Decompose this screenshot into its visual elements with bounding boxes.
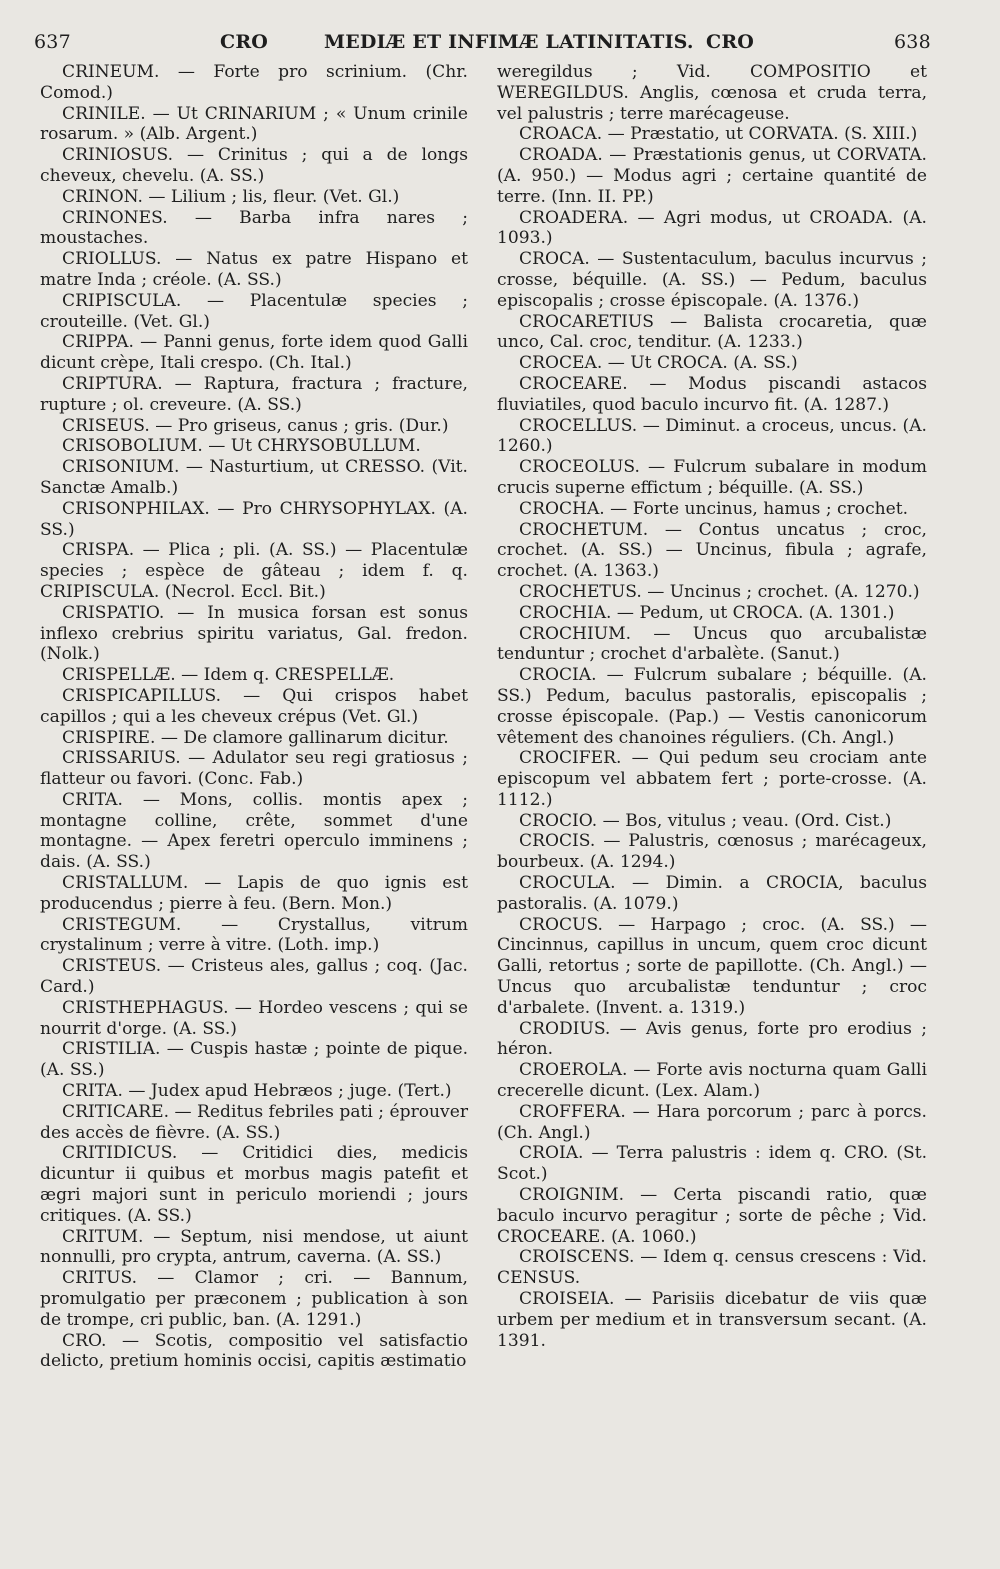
dictionary-entry: CROCEA. — Ut CROCA. (A. SS.) xyxy=(519,353,798,374)
dictionary-entry: CROADA. — Præstationis genus, ut CORVATA. (A. 950.) — Modus agri ; certaine quantité de terre. (Inn. II. PP.) xyxy=(497,145,927,207)
dictionary-entry: CROCUS. — Harpago ; croc. (A. SS.) — Cincinnus, capillus in uncum, quem croc dicunt Galli, retortus ; sorte de papillotte. (Ch. Angl.) — Uncus quo arcubalistæ tenduntur ; croc d'arbalete. (Invent. a. 1319.) xyxy=(497,914,927,1018)
dictionary-entry: CROCIO. — Bos, vitulus ; veau. (Ord. Cist.) xyxy=(519,810,892,831)
dictionary-entry: CROCARETIUS — Balista crocaretia, quæ unco, Cal. croc, tenditur. (A. 1233.) xyxy=(497,311,927,353)
dictionary-entry: CRISEUS. — Pro griseus, canus ; gris. (Dur.) xyxy=(62,415,449,436)
dictionary-entry: CRISPIRE. — De clamore gallinarum dicitur. xyxy=(62,727,449,748)
dictionary-entry: CRISPELLÆ. — Idem q. CRESPELLÆ. xyxy=(62,665,395,686)
dictionary-entry: CRITUM. — Septum, nisi mendose, ut aiunt nonnulli, pro crypta, antrum, caverna. (A. SS.) xyxy=(40,1226,468,1268)
dictionary-entry: CRISTHEPHAGUS. — Hordeo vescens ; qui se nourrit d'orge. (A. SS.) xyxy=(40,997,468,1039)
dictionary-entry: CRITUS. — Clamor ; cri. — Bannum, promulgatio per præconem ; publication à son de trompe, cri public, ban. (A. 1291.) xyxy=(40,1268,468,1330)
dictionary-entry: CROCHIUM. — Uncus quo arcubalistæ tenduntur ; crochet d'arbalète. (Sanut.) xyxy=(497,623,927,665)
dictionary-entry: CRITA. — Mons, collis. montis apex ; montagne colline, crête, sommet d'une montagne. — Apex feretri operculo imminens ; dais. (A. SS.) xyxy=(40,789,468,873)
dictionary-entry: CROISEIA. — Parisiis dicebatur de viis quæ urbem per medium et in transversum secant. (A. 1391. xyxy=(497,1289,927,1351)
dictionary-entry: CRITICARE. — Reditus febriles pati ; éprouver des accès de fièvre. (A. SS.) xyxy=(40,1101,468,1143)
dictionary-entry: CROCEARE. — Modus piscandi astacos fluviatiles, quod baculo incurvo fit. (A. 1287.) xyxy=(497,373,927,415)
right-catchword: CRO xyxy=(706,31,755,53)
dictionary-entry: CROCA. — Sustentaculum, baculus incurvus ; crosse, béquille. (A. SS.) — Pedum, baculus episcopalis ; crosse épiscopale. (A. 1376.) xyxy=(497,249,927,311)
dictionary-entry: CRISPICAPILLUS. — Qui crispos habet capillos ; qui a les cheveux crépus (Vet. Gl.) xyxy=(40,685,468,727)
right-page-number: 638 xyxy=(894,31,931,53)
dictionary-entry: weregildus ; Vid. COMPOSITIO et WEREGILDUS. Anglis, cœnosa et cruda terra, vel palustris ; terre marécageuse. xyxy=(497,62,927,124)
dictionary-entry: CRIOLLUS. — Natus ex patre Hispano et matre Inda ; créole. (A. SS.) xyxy=(40,249,468,290)
dictionary-entry: CROEROLA. — Forte avis nocturna quam Galli crecerelle dicunt. (Lex. Alam.) xyxy=(497,1060,927,1102)
dictionary-entry: CROFFERA. — Hara porcorum ; parc à porcs. (Ch. Angl.) xyxy=(497,1101,927,1143)
dictionary-entry: CRINON. — Lilium ; lis, fleur. (Vet. Gl.) xyxy=(62,186,400,207)
dictionary-entry: CRISTALLUM. — Lapis de quo ignis est producendus ; pierre à feu. (Bern. Mon.) xyxy=(40,873,468,914)
dictionary-entry: CRISOBOLIUM. — Ut CHRYSOBULLUM. xyxy=(62,436,421,457)
dictionary-entry: CROIA. — Terra palustris : idem q. CRO. (St. Scot.) xyxy=(497,1143,927,1185)
dictionary-entry: CRISSARIUS. — Adulator seu regi gratiosus ; flatteur ou favori. (Conc. Fab.) xyxy=(40,748,468,790)
dictionary-entry: CRIPTURA. — Raptura, fractura ; fracture, rupture ; ol. creveure. (A. SS.) xyxy=(40,373,468,415)
dictionary-entry: CROCHETUS. — Uncinus ; crochet. (A. 1270.) xyxy=(519,581,920,602)
left-catchword: CRO xyxy=(220,31,269,53)
dictionary-entry: CROCHIA. — Pedum, ut CROCA. (A. 1301.) xyxy=(519,602,895,623)
running-header xyxy=(34,27,930,57)
dictionary-entry: CRO. — Scotis, compositio vel satisfactio delicto, pretium hominis occisi, capitis æstimatio xyxy=(40,1330,468,1372)
dictionary-entry: CROCELLUS. — Diminut. a croceus, uncus. (A. 1260.) xyxy=(497,415,927,457)
dictionary-entry: CROCULA. — Dimin. a CROCIA, baculus pastoralis. (A. 1079.) xyxy=(497,873,927,914)
dictionary-entry: CRODIUS. — Avis genus, forte pro erodius ; héron. xyxy=(497,1018,927,1060)
dictionary-entry: CROCHETUM. — Contus uncatus ; croc, crochet. (A. SS.) — Uncinus, fibula ; agrafe, crochet. (A. 1363.) xyxy=(497,519,927,582)
right-column xyxy=(497,62,927,1351)
dictionary-entry: CRISONIUM. — Nasturtium, ut CRESSO. (Vit. Sanctæ Amalb.) xyxy=(40,457,468,498)
dictionary-entry: CRISONPHILAX. — Pro CHRYSOPHYLAX. (A. SS.) xyxy=(40,498,468,540)
dictionary-entry: CROADERA. — Agri modus, ut CROADA. (A. 1093.) xyxy=(497,207,927,249)
dictionary-entry: CROCHA. — Forte uncinus, hamus ; crochet. xyxy=(519,498,909,519)
dictionary-entry: CROCIFER. — Qui pedum seu crociam ante episcopum vel abbatem fert ; porte-crosse. (A. 1112.) xyxy=(497,748,927,810)
dictionary-entry: CROCIA. — Fulcrum subalare ; béquille. (A. SS.) Pedum, baculus pastoralis, episcopalis ; crosse épiscopale. (Pap.) — Vestis canonicorum vêtement des chanoines réguliers. (Ch. Angl.) xyxy=(497,665,927,748)
dictionary-entry: CROACA. — Præstatio, ut CORVATA. (S. XIII.) xyxy=(519,124,918,145)
dictionary-entry: CRISTEUS. — Cristeus ales, gallus ; coq. (Jac. Card.) xyxy=(40,956,468,998)
dictionary-entry: CRINONES. — Barba infra nares ; moustaches. xyxy=(40,207,468,249)
dictionary-entry: CRIPISCULA. — Placentulæ species ; crouteille. (Vet. Gl.) xyxy=(40,290,468,332)
dictionary-entry: CRITIDICUS. — Critidici dies, medicis dicuntur ii quibus et morbus magis patefit et ægri majori sunt in periculo moriendi ; jours critiques. (A. SS.) xyxy=(40,1143,468,1226)
dictionary-entry: CROCIS. — Palustris, cœnosus ; marécageux, bourbeux. (A. 1294.) xyxy=(497,831,927,873)
dictionary-entry: CRINEUM. — Forte pro scrinium. (Chr. Comod.) xyxy=(40,62,468,103)
running-title: MEDIÆ ET INFIMÆ LATINITATIS. xyxy=(324,31,694,53)
dictionary-entry: CRINILE. — Ut CRINARIUM ; « Unum crinile rosarum. » (Alb. Argent.) xyxy=(40,103,468,145)
dictionary-entry: CROCEOLUS. — Fulcrum subalare in modum crucis superne effictum ; béquille. (A. SS.) xyxy=(497,457,927,498)
dictionary-entry: CRISPATIO. — In musica forsan est sonus inflexo crebrius spiritu variatus, Gal. fredon. (Nolk.) xyxy=(40,602,468,665)
dictionary-entry: CRISTILIA. — Cuspis hastæ ; pointe de pique. (A. SS.) xyxy=(40,1039,468,1081)
dictionary-entry: CROISCENS. — Idem q. census crescens : Vid. CENSUS. xyxy=(497,1247,927,1289)
dictionary-entry: CRIPPA. — Panni genus, forte idem quod Galli dicunt crèpe, Itali crespo. (Ch. Ital.) xyxy=(40,332,468,374)
dictionary-entry: CRINIOSUS. — Crinitus ; qui a de longs cheveux, chevelu. (A. SS.) xyxy=(40,145,468,186)
left-column xyxy=(40,62,468,1372)
dictionary-entry: CRITA. — Judex apud Hebræos ; juge. (Tert.) xyxy=(62,1081,452,1102)
left-page-number: 637 xyxy=(34,31,71,53)
dictionary-entry: CRISPA. — Plica ; pli. (A. SS.) — Placentulæ species ; espèce de gâteau ; idem f. q. CRIPISCULA. (Necrol. Eccl. Bit.) xyxy=(40,540,468,602)
dictionary-entry: CROIGNIM. — Certa piscandi ratio, quæ baculo incurvo peragitur ; sorte de pêche ; Vid. CROCEARE. (A. 1060.) xyxy=(497,1185,927,1247)
dictionary-entry: CRISTEGUM. — Crystallus, vitrum crystalinum ; verre à vitre. (Loth. imp.) xyxy=(40,914,468,956)
